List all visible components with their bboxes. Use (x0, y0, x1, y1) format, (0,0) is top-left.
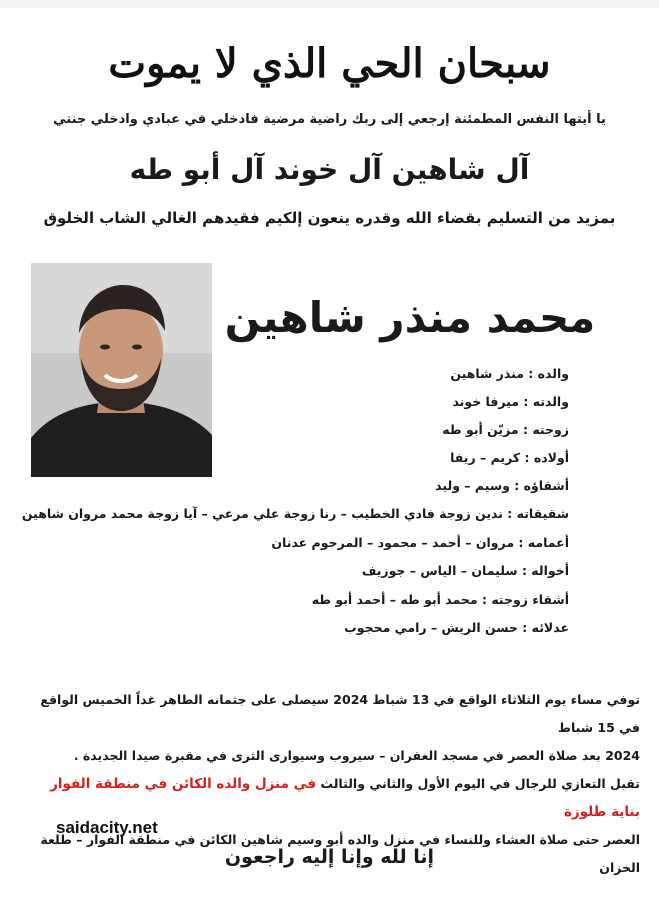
relative-row-paternal-uncles: أعمامه : مروان – أحمد – محمود – المرحوم عدنان (271, 534, 569, 550)
notice-line-2: 2024 بعد صلاة العصر في مسجد الغفران – سيروب وسيوارى الثرى في مقبرة صيدا الجديدة . (73, 748, 640, 763)
announcement-line: بمزيد من التسليم بقضاء الله وقدره ينعون إلكيم فقيدهم الغالي الشاب الخلوق (43, 209, 616, 227)
notice-line-4: العصر حتى صلاة العشاء وللنساء في منزل والده أبو وسيم شاهين الكائن في منطقة الفوار – طلعة الخزان (40, 832, 640, 875)
relative-row-sisters: شقيقاته : ندين زوجة فادي الخطيب – رنا زوجة علي مرعي – آيا زوجة محمد مروان شاهين (21, 506, 569, 521)
family-names: آل شاهين آل خوند آل أبو طه (129, 153, 530, 186)
closing-phrase: إنا لله وإنا إليه راجعون (224, 846, 435, 868)
relative-row-father: والده : منذر شاهين (450, 366, 569, 381)
quran-verse: يا أيتها النفس المطمئنة إرجعي إلى ربك راضية مرضية فادخلي في عبادي وادخلي جنتي (53, 112, 606, 127)
relative-row-mother: والدته : ميرفا خوند (452, 394, 569, 409)
top-strip (0, 0, 659, 8)
relative-row-maternal-uncles: أخواله : سليمان – الياس – جوزيف (361, 563, 569, 578)
relative-row-children: أولاده : كريم – ريفا (450, 450, 569, 465)
relative-row-brothers: أشقاؤه : وسيم – وليد (435, 478, 569, 493)
deceased-name: محمد منذر شاهين (224, 293, 596, 342)
condolence-location-highlight: في منزل والده الكائن في منطقة الفوار بناية طلوزة (50, 776, 640, 820)
relative-row-brothers-in-law: عدلائه : حسن الريش – رامي محجوب (344, 620, 569, 635)
notice-line-1: توفي مساء يوم الثلاثاء الواقع في 13 شباط 2024 سيصلى على جثمانه الطاهر غداً الخميس الواقع في 15 شباط (40, 692, 640, 735)
relative-row-wife: زوجته : مزيّن أبو طه (442, 422, 569, 437)
main-title: سبحان الحي الذي لا يموت (108, 40, 551, 87)
condolence-times: تقبل التعازي للرجال في اليوم الأول والثاني والثالث (320, 776, 640, 791)
relatives-list (21, 360, 569, 643)
site-label: saidacity.net (56, 818, 158, 837)
relative-row-wife-brothers: أشقاء زوجته : محمد أبو طه – أحمد أبو طه (311, 591, 569, 607)
